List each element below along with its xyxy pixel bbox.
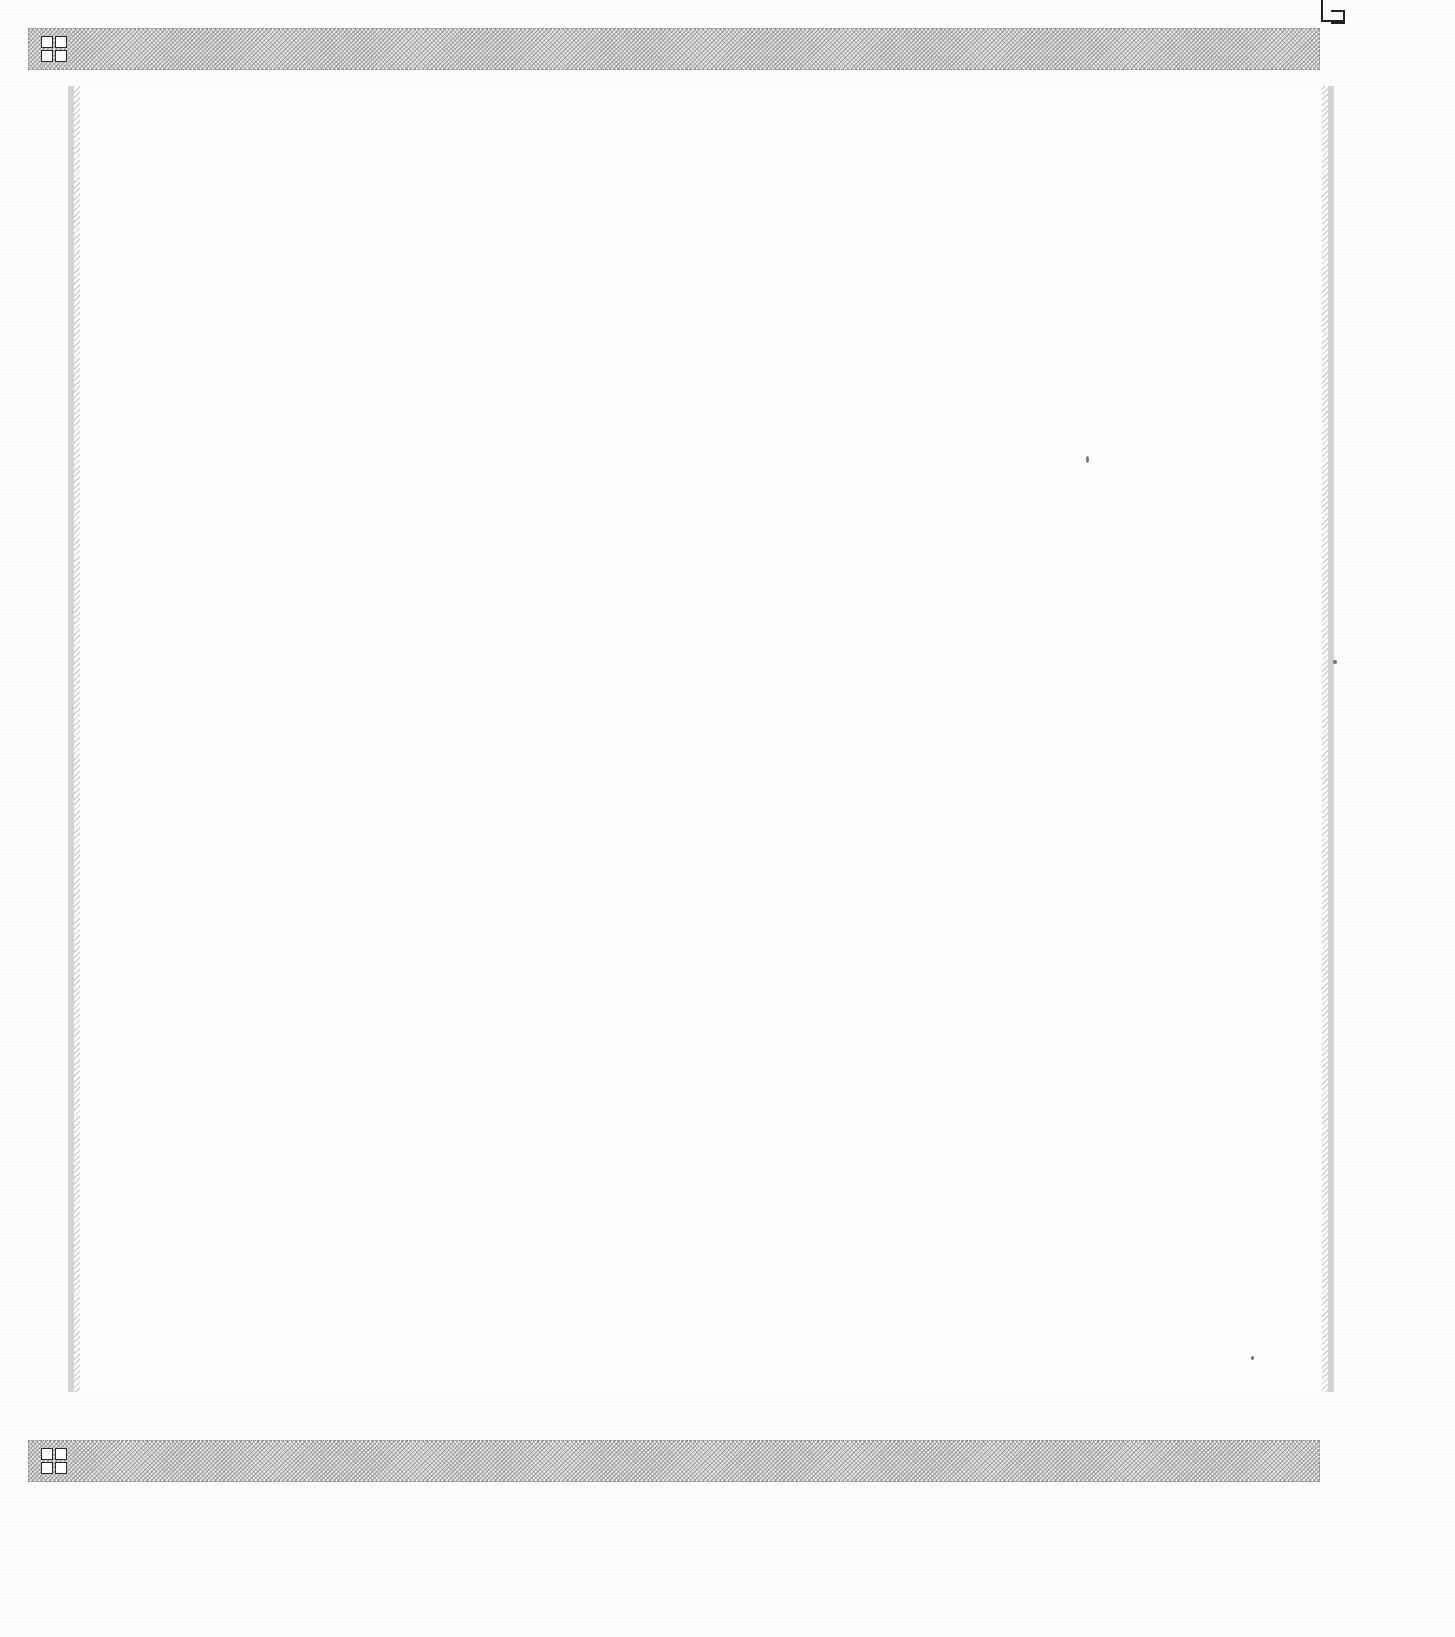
survey-frame (68, 86, 1334, 1392)
scan-speck-2 (1251, 1356, 1254, 1360)
grid-logo-icon-2 (41, 1448, 67, 1474)
survey-results-header (28, 28, 1320, 70)
chairman-opinion-header (28, 1440, 1320, 1482)
survey-question-list (80, 86, 1322, 1392)
scan-speck (1086, 456, 1089, 463)
chairman-opinion-text (60, 1530, 1385, 1571)
scan-speck-3 (1333, 660, 1337, 664)
opinion-signature (1291, 1449, 1305, 1473)
grid-logo-icon (41, 36, 67, 62)
